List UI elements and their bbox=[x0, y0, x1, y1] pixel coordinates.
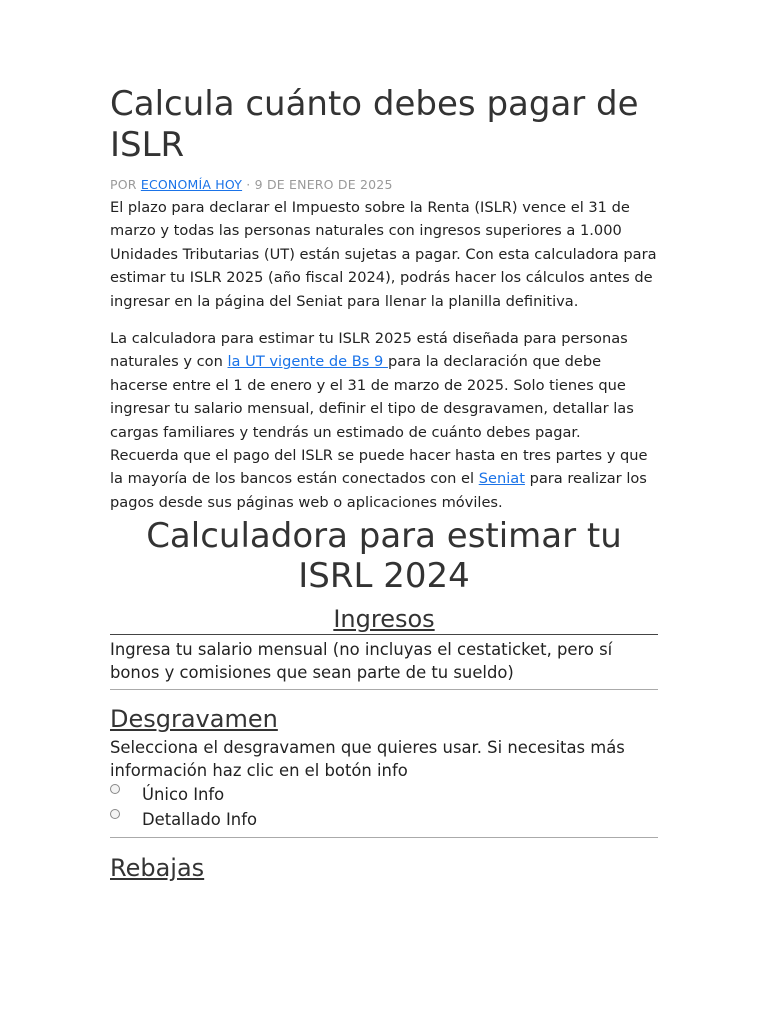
desgravamen-help: Selecciona el desgravamen que quieres usar. Si necesitas más información haz clic en el botón info bbox=[110, 738, 625, 781]
radio-unico[interactable] bbox=[110, 784, 120, 794]
rebajas-heading bbox=[110, 853, 658, 883]
article-title: Calcula cuánto debes pagar de ISLR bbox=[110, 84, 639, 165]
date-separator: · bbox=[242, 177, 255, 192]
desgravamen-heading bbox=[110, 704, 658, 734]
ingresos-heading-text: Ingresos bbox=[333, 605, 435, 634]
desgravamen-heading-text: Desgravamen bbox=[110, 705, 278, 734]
author-link[interactable]: ECONOMÍA HOY bbox=[140, 177, 243, 192]
desgravamen-option-unico[interactable] bbox=[110, 782, 658, 807]
payment-paragraph bbox=[110, 444, 658, 514]
paragraph3-text-end: para realizar los pagos desde sus páginas web o aplicaciones móviles. bbox=[110, 470, 647, 511]
desgravamen-option-detallado[interactable] bbox=[110, 807, 658, 832]
calculator-title: Calculadora para estimar tu ISRL 2024 bbox=[146, 516, 622, 597]
paragraph2-text-end: para la declaración que debe hacerse entre el 1 de enero y el 31 de marzo de 2025. Solo tienes que ingresar tu salario mensual, definir el tipo de desgravamen, detallar las cargas familiares y tendrás un estimado de cuánto debes pagar. bbox=[110, 353, 634, 441]
paragraph2-text-start: La calculadora para estimar tu ISLR 2025 está diseñada para personas naturales y con bbox=[110, 330, 628, 371]
intro-paragraph: El plazo para declarar el Impuesto sobre la Renta (ISLR) vence el 31 de marzo y todas las personas naturales con ingresos superiores a 1.000 Unidades Tributarias (UT) están sujetas a pagar. Con esta calculadora para estimar tu ISLR 2025 (año fiscal 2024), podrás hacer los cálculos antes de ingresar en la página del Seniat para llenar la planilla definitiva. bbox=[110, 199, 657, 310]
article bbox=[110, 84, 658, 883]
paragraph3-text-start: Recuerda que el pago del ISLR se puede hacer hasta en tres partes y que la mayoría de los bancos están conectados con el bbox=[110, 447, 648, 488]
ingresos-divider bbox=[110, 634, 658, 635]
ingresos-help: Ingresa tu salario mensual (no incluyas el cestaticket, pero sí bonos y comisiones que sean parte de tu sueldo) bbox=[110, 640, 613, 683]
rebajas-heading-text: Rebajas bbox=[110, 854, 205, 883]
desgravamen-option-detallado-label: Detallado Info bbox=[142, 810, 257, 830]
desgravamen-option-unico-label: Único Info bbox=[142, 785, 225, 805]
byline-prefix: POR bbox=[110, 177, 141, 192]
ut-vigente-link[interactable]: la UT vigente de Bs 9 bbox=[227, 353, 388, 371]
desgravamen-bottom-divider bbox=[110, 837, 658, 838]
article-meta bbox=[110, 176, 658, 194]
radio-detallado[interactable] bbox=[110, 809, 120, 819]
ingresos-bottom-divider bbox=[110, 689, 658, 690]
ingresos-heading bbox=[110, 604, 658, 634]
seniat-link[interactable]: Seniat bbox=[478, 470, 525, 488]
calculator-description-paragraph bbox=[110, 327, 658, 444]
article-date: 9 DE ENERO DE 2025 bbox=[254, 177, 393, 192]
